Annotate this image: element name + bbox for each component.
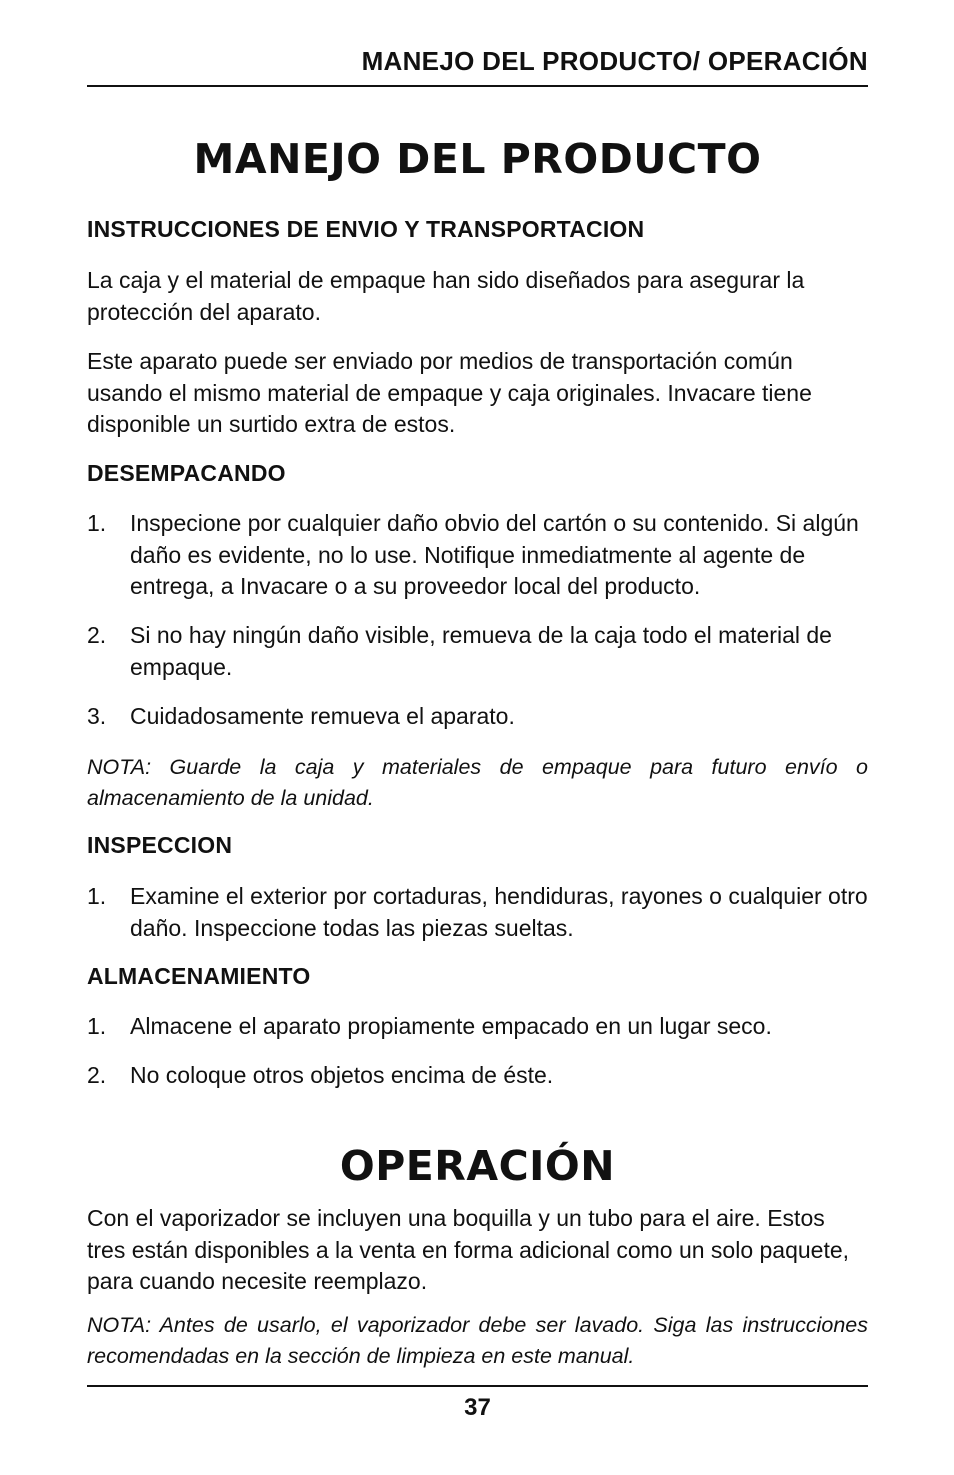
heading-almacenamiento: ALMACENAMIENTO [87, 963, 311, 989]
list-item-text: Examine el exterior por cortaduras, hendiduras, rayones o cualquier otro daño. Inspeccione todas las piezas sueltas. [130, 883, 868, 941]
list-item-text: Almacene el aparato propiamente empacado en un lugar seco. [130, 1013, 772, 1039]
list-item-number: 1. [87, 883, 107, 909]
paragraph-envio-2: Este aparato puede ser enviado por medios de transportación común usando el mismo material de empaque y caja originales. Invacare tiene disponible un surtido extra de estos. [87, 348, 812, 437]
running-header: MANEJO DEL PRODUCTO/ OPERACIÓN [361, 46, 868, 76]
list-item-number: 1. [87, 510, 107, 536]
note-desempacando: NOTA: Guarde la caja y materiales de empaque para futuro envío o almacenamiento de la unidad. [87, 755, 868, 810]
list-item-number: 1. [87, 1013, 107, 1039]
list-item-text: No coloque otros objetos encima de éste. [130, 1062, 554, 1088]
paragraph-envio-1: La caja y el material de empaque han sido diseñados para asegurar la protección del aparato. [87, 267, 805, 325]
list-item [87, 881, 868, 944]
heading-envio: INSTRUCCIONES DE ENVIO Y TRANSPORTACION [87, 216, 645, 242]
list-item [87, 1011, 868, 1043]
heading-desempacando: DESEMPACANDO [87, 460, 286, 486]
page-number: 37 [464, 1394, 491, 1421]
list-item [87, 508, 868, 603]
list-item [87, 1060, 868, 1092]
list-item-number: 2. [87, 622, 107, 648]
heading-inspeccion: INSPECCION [87, 832, 233, 858]
list-item-number: 2. [87, 1062, 107, 1088]
list-item [87, 620, 868, 683]
header-rule [87, 85, 868, 87]
section-title-manejo: MANEJO DEL PRODUCTO [193, 135, 762, 183]
paragraph-operacion: Con el vaporizador se incluyen una boquilla y un tubo para el aire. Estos tres están disponibles a la venta en forma adicional como un solo paquete, para cuando necesite reemplazo. [87, 1205, 850, 1294]
list-item-text: Si no hay ningún daño visible, remueva de la caja todo el material de empaque. [130, 622, 832, 680]
list-item-text: Cuidadosamente remueva el aparato. [130, 703, 515, 729]
list-item-text: Inspecione por cualquier daño obvio del cartón o su contenido. Si algún daño es evidente, no lo use. Notifique inmediatmente al agente de entrega, a Invacare o a su proveedor local del producto. [130, 510, 859, 599]
list-item [87, 701, 868, 733]
document-page [87, 0, 868, 1475]
list-item-number: 3. [87, 703, 107, 729]
footer-rule [87, 1385, 868, 1387]
section-title-operacion: OPERACIÓN [339, 1142, 616, 1190]
note-operacion: NOTA: Antes de usarlo, el vaporizador debe ser lavado. Siga las instrucciones recomendadas en la sección de limpieza en este manual. [87, 1313, 868, 1368]
